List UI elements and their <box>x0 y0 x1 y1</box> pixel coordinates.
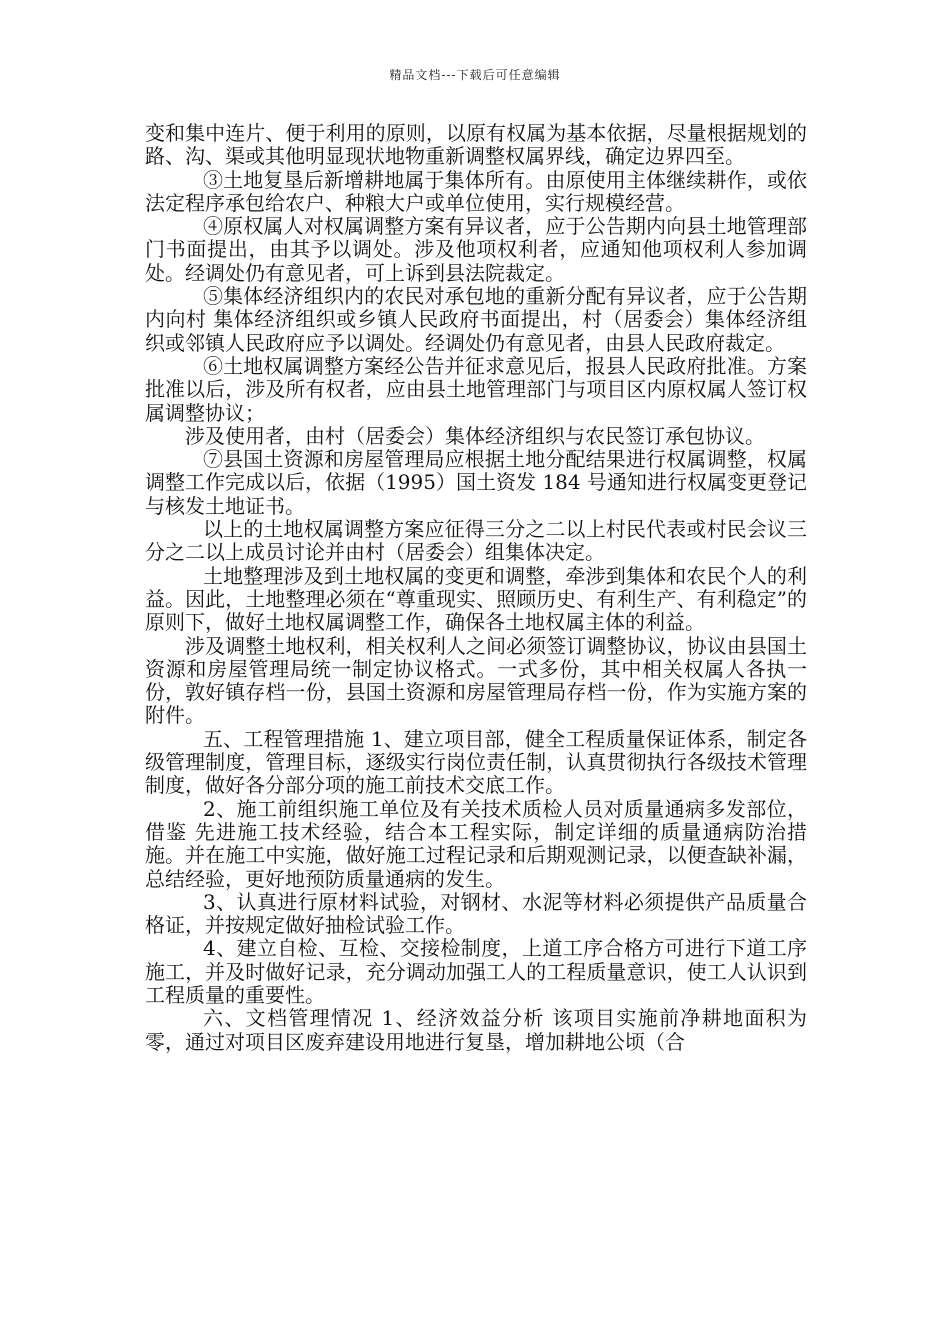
paragraph: 六、文档管理情况 1、经济效益分析 该项目实施前净耕地面积为零，通过对项目区废弃建设用地进行复垦，增加耕地公顷（合 <box>145 1006 807 1054</box>
page-header: 精品文档---下载后可任意编辑 <box>389 68 561 82</box>
paragraph: 3、认真进行原材料试验，对钢材、水泥等材料必须提供产品质量合格证，并按规定做好抽检试验工作。 <box>145 889 807 938</box>
paragraph: 五、工程管理措施 1、建立项目部，健全工程质量保证体系，制定各级管理制度，管理目标，逐级实行岗位责任制，认真贯彻执行各级技术管理制度，做好各分部分项的施工前技术交底工作。 <box>145 726 807 798</box>
paragraph: ⑤集体经济组织内的农民对承包地的重新分配有异议者，应于公告期内向村 集体经济组织或乡镇人民政府书面提出，村（居委会）集体经济组织或邻镇人民政府应予以调处。经调处仍有意见者，由县人民政府裁定。 <box>145 284 807 355</box>
paragraph: 变和集中连片、便于利用的原则，以原有权属为基本依据，尽量根据规划的路、沟、渠或其他明显现状地物重新调整权属界线，确定边界四至。 <box>145 121 807 169</box>
paragraph: 2、施工前组织施工单位及有关技术质检人员对质量通病多发部位，借鉴 先进施工技术经验，结合本工程实际，制定详细的质量通病防治措施。并在施工中实施，做好施工过程记录和后期观测记录，以便查缺补漏，总结经验，更好地预防质量通病的发生。 <box>145 796 807 891</box>
paragraph: 涉及调整土地权利，相关权利人之间必须签订调整协议，协议由县国土资源和房屋管理局统一制定协议格式。一式多份，其中相关权属人各执一份，敦好镇存档一份，县国土资源和房屋管理局存档一份，作为实施方案的附件。 <box>145 633 807 728</box>
paragraph: 以上的土地权属调整方案应征得三分之二以上村民代表或村民会议三分之二以上成员讨论并由村（居委会）组集体决定。 <box>145 517 807 565</box>
paragraph: 土地整理涉及到土地权属的变更和调整，牵涉到集体和农民个人的利益。因此，土地整理必须在“尊重现实、照顾历史、有利生产、有利稳定”的原则下，做好土地权属调整工作，确保各土地权属主体的利益。 <box>145 563 807 635</box>
paragraph: ④原权属人对权属调整方案有异议者，应于公告期内向县土地管理部门书面提出，由其予以调处。涉及他项权利者，应通知他项权利人参加调处。经调处仍有意见者，可上诉到县法院裁定。 <box>145 214 807 285</box>
paragraph: ⑦县国土资源和房屋管理局应根据土地分配结果进行权属调整，权属调整工作完成以后，依据（1995）国土资发 184 号通知进行权属变更登记与核发土地证书。 <box>145 447 807 518</box>
paragraph: 涉及使用者，由村（居委会）集体经济组织与农民签订承包协议。 <box>185 423 765 448</box>
document-body <box>145 122 807 1054</box>
paragraph: ⑥土地权属调整方案经公告并征求意见后，报县人民政府批准。方案批准以后，涉及所有权者，应由县土地管理部门与项目区内原权属人签订权属调整协议； <box>145 353 807 425</box>
paragraph: 4、建立自检、互检、交接检制度，上道工序合格方可进行下道工序施工，并及时做好记录，充分调动加强工人的工程质量意识，使工人认识到工程质量的重要性。 <box>145 936 807 1007</box>
paragraph: ③土地复垦后新增耕地属于集体所有。由原使用主体继续耕作，或依法定程序承包给农户、种粮大户或单位使用，实行规模经营。 <box>145 167 807 215</box>
